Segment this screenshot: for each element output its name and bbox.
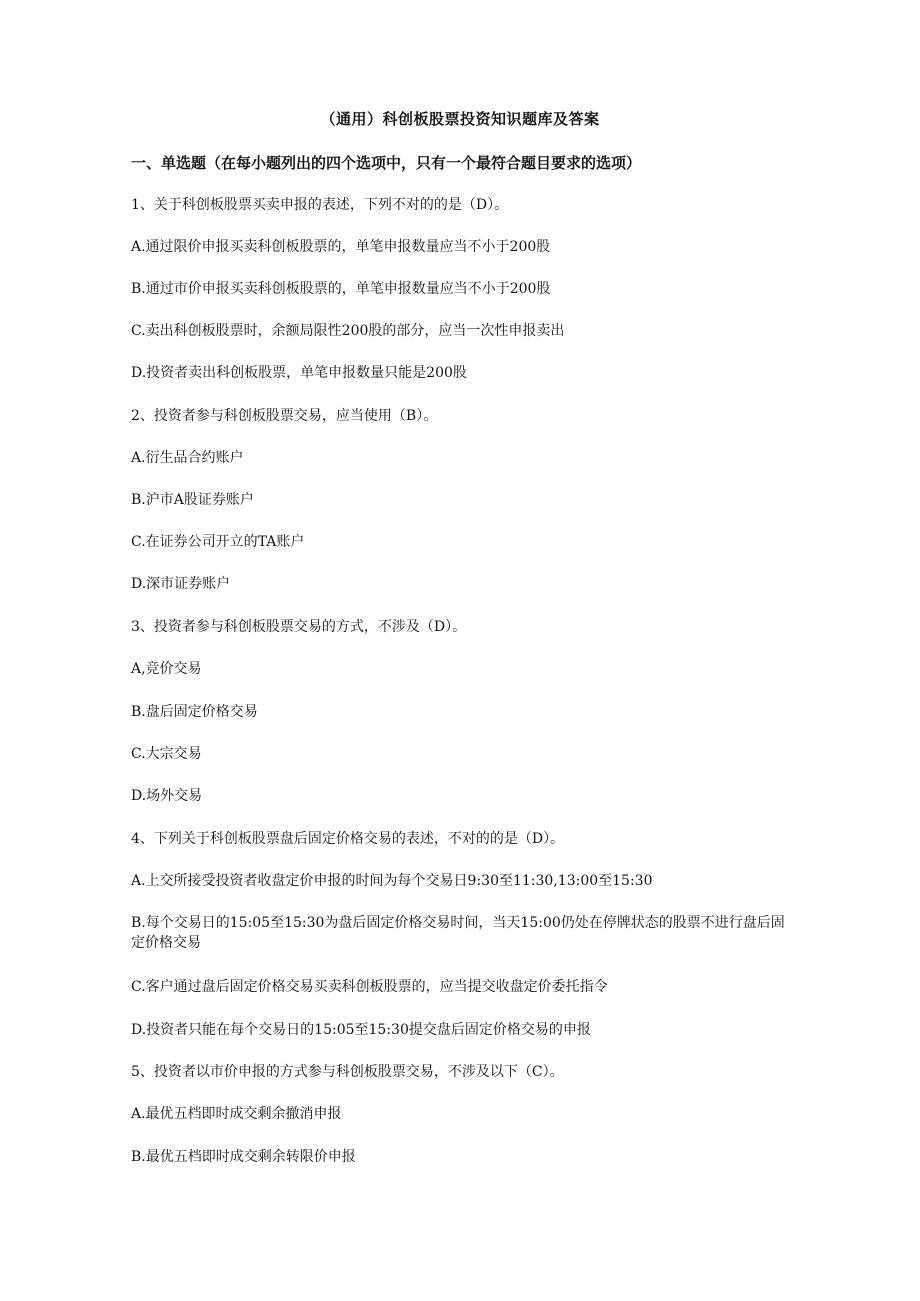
question-3: 3、投资者参与科创板股票交易的方式，不涉及（D）。: [131, 619, 467, 635]
question-1-option-a: A.通过限价申报买卖科创板股票的，单笔申报数量应当不小于200股: [131, 239, 551, 255]
question-2-option-b: B.沪市A股证券账户: [131, 492, 254, 508]
question-1-option-c: C.卖出科创板股票时，余额局限性200股的部分，应当一次性申报卖出: [131, 323, 565, 339]
page-title: （通用）科创板股票投资知识题库及答案: [320, 110, 600, 128]
question-1-option-b: B.通过市价申报买卖科创板股票的，单笔申报数量应当不小于200股: [131, 281, 551, 297]
question-2-option-a: A.衍生品合约账户: [131, 450, 244, 466]
question-2-option-d: D.深市证券账户: [131, 576, 231, 592]
question-4-option-d: D.投资者只能在每个交易日的15:05至15:30提交盘后固定价格交易的申报: [131, 1022, 591, 1038]
question-4-option-c: C.客户通过盘后固定价格交易买卖科创板股票的，应当提交收盘定价委托指令: [131, 979, 608, 995]
question-2: 2、投资者参与科创板股票交易，应当使用（B）。: [131, 408, 438, 424]
question-5: 5、投资者以市价申报的方式参与科创板股票交易，不涉及以下（C）。: [131, 1064, 564, 1080]
question-3-option-c: C.大宗交易: [131, 746, 202, 762]
question-1-option-d: D.投资者卖出科创板股票，单笔申报数量只能是200股: [131, 365, 467, 381]
question-2-option-c: C.在证券公司开立的TA账户: [131, 534, 305, 550]
question-4-option-a: A.上交所接受投资者收盘定价申报的时间为每个交易日9:30至11:30,13:00至15:30: [131, 873, 653, 889]
question-4: 4、下列关于科创板股票盘后固定价格交易的表述，不对的的是（D）。: [131, 831, 565, 847]
question-3-option-b: B.盘后固定价格交易: [131, 704, 258, 720]
question-5-option-b: B.最优五档即时成交剩余转限价申报: [131, 1149, 356, 1165]
section-heading: 一、单选题（在每小题列出的四个选项中，只有一个最符合题目要求的选项）: [131, 154, 642, 172]
question-3-option-d: D.场外交易: [131, 788, 203, 804]
question-3-option-a: A,竞价交易: [131, 661, 202, 677]
question-5-option-a: A.最优五档即时成交剩余撤消申报: [131, 1106, 342, 1122]
question-4-option-b: B.每个交易日的15:05至15:30为盘后固定价格交易时间，当天15:00仍处在停牌状态的股票不进行盘后固定价格交易: [131, 915, 785, 951]
question-1: 1、关于科创板股票买卖申报的表述，下列不对的的是（D）。: [131, 197, 509, 213]
